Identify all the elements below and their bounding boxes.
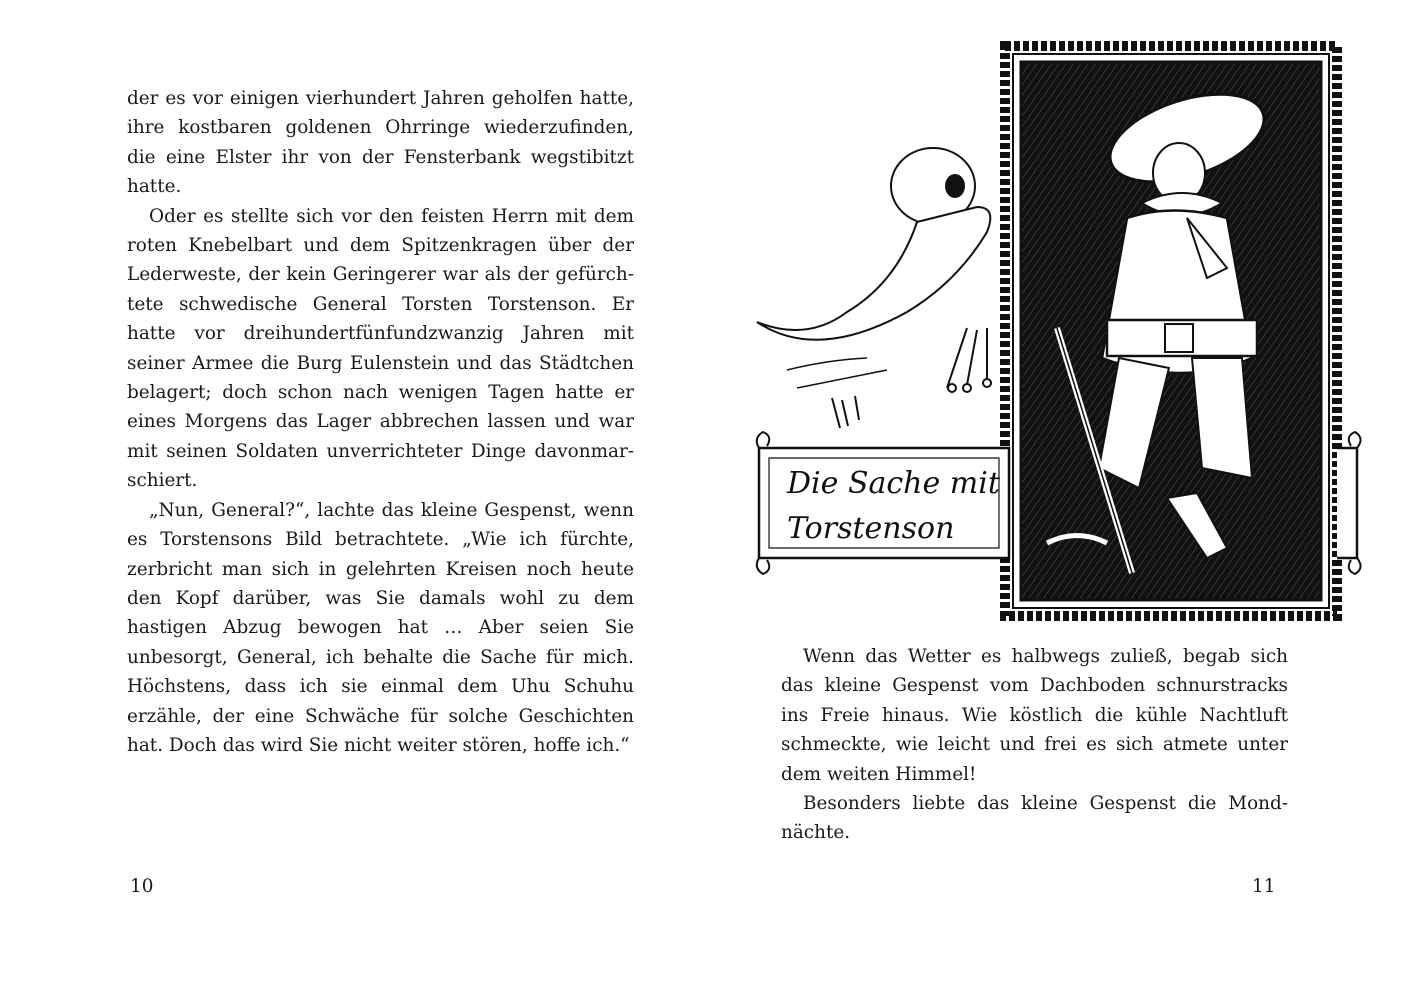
chapter-title-line-1: Die Sache mit: [787, 466, 1000, 501]
page-number-left: 10: [130, 876, 154, 897]
left-page-body: [127, 84, 634, 760]
little-ghost-figure: [757, 148, 991, 428]
paragraph-4: Wenn das Wetter es halbwegs zuließ, begab sich das kleine Gespenst vom Dachboden schnurstracks ins Freie hinaus. Wie köstlich die kühle Nachtluft schmeckte, wie leicht und frei es sich atmete unter dem weiten Himmel!: [781, 646, 1288, 785]
chapter-title-line-2: Torstenson: [787, 511, 955, 546]
paragraph-5: Besonders liebte das kleine Gespenst die Mondnächte.: [781, 793, 1288, 844]
page-number-right: 11: [1252, 876, 1276, 897]
paragraph-2: Oder es stellte sich vor den feisten Herrn mit dem roten Knebelbart und dem Spitzenkragen über der Lederweste, der kein Geringerer war als der gefürchtete schwedische General Torsten Torstenson. Er hatte vor dreihundertfünfundzwanzig Jahren mit seiner Armee die Burg Eulenstein und das Städtchen belagert; doch schon nach wenigen Tagen hatte er eines Morgens das Lager abbrechen lassen und war mit seinen Soldaten unverrichteter Dinge davonmarschiert.: [127, 205, 634, 492]
right-page-body: [781, 642, 1288, 848]
left-page: [0, 0, 707, 1000]
paragraph-1: der es vor einigen vierhundert Jahren geholfen hatte, ihre kostbaren goldenen Ohrringe wiederzufinden, die eine Elster ihr von der Fensterbank wegstibitzt hatte.: [127, 88, 634, 198]
right-page: [707, 0, 1415, 1000]
paragraph-3: „Nun, General?“, lachte das kleine Gespenst, wenn es Torstensons Bild betrachtete. „Wie ich fürchte, zerbricht man sich in gelehrten Kreisen noch heute den Kopf darüber, was Sie damals wohl zu dem hastigen Abzug bewogen hat … Aber seien Sie unbesorgt, General, ich behalte die Sache für mich. Höchstens, dass ich sie einmal dem Uhu Schuhu erzähle, der eine Schwäche für solche Geschichten hat. Doch das wird Sie nicht weiter stören, hoffe ich.“: [127, 499, 634, 756]
chapter-illustration: [747, 38, 1367, 624]
